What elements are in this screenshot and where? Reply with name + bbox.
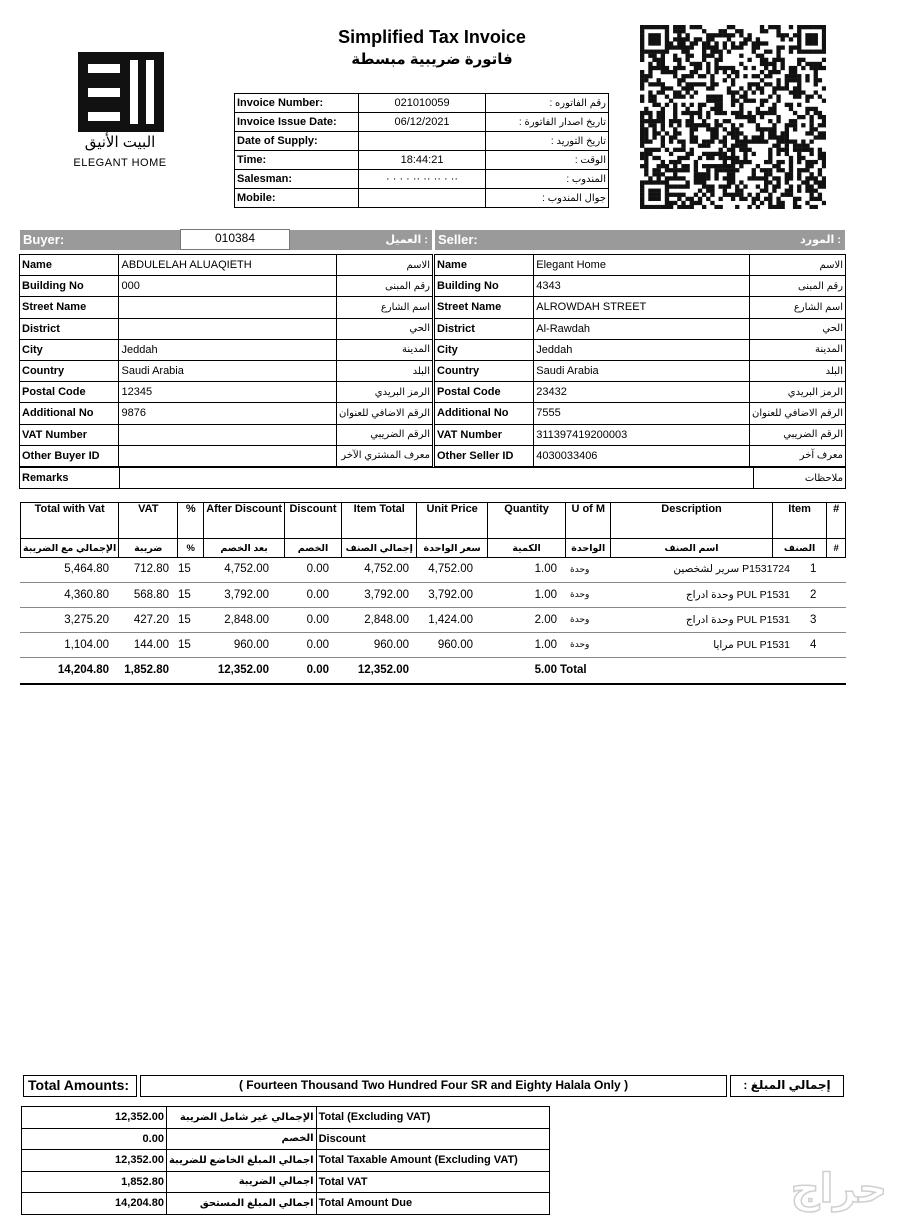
item-vat: 712.80 bbox=[112, 557, 172, 582]
buyer-row bbox=[20, 297, 433, 318]
item-after: 960.00 bbox=[202, 632, 272, 657]
items-column-header-ar: # bbox=[827, 539, 846, 558]
item-qty: 1.00 bbox=[476, 582, 560, 607]
invoice-time: 18:44:21 bbox=[358, 151, 485, 170]
table-row bbox=[20, 557, 846, 582]
buyer-field-value: Saudi Arabia bbox=[119, 360, 337, 381]
info-label-ar: تاريخ التوريد : bbox=[486, 132, 609, 151]
date-of-supply bbox=[358, 132, 485, 151]
item-pct: 15 bbox=[172, 582, 202, 607]
summary-row bbox=[22, 1128, 550, 1150]
items-column-header-ar: ضريبة bbox=[119, 539, 178, 558]
info-label: Time: bbox=[235, 151, 359, 170]
item-vat: 568.80 bbox=[112, 582, 172, 607]
info-label: Salesman: bbox=[235, 170, 359, 189]
buyer-field-value: ABDULELAH ALUAQIETH bbox=[119, 255, 337, 276]
buyer-header-label-ar: العميل : bbox=[385, 234, 428, 246]
item-unit: 3,792.00 bbox=[412, 582, 476, 607]
items-column-header: Quantity bbox=[487, 503, 565, 539]
items-column-header-ar: إجمالي الصنف bbox=[342, 539, 417, 558]
item-item-total: 4,752.00 bbox=[332, 557, 412, 582]
buyer-row bbox=[20, 382, 433, 403]
item-item-total: 3,792.00 bbox=[332, 582, 412, 607]
info-label: Invoice Issue Date: bbox=[235, 113, 359, 132]
item-total-vat: 1,104.00 bbox=[20, 632, 112, 657]
item-pct: 15 bbox=[172, 557, 202, 582]
item-total-vat: 5,464.80 bbox=[20, 557, 112, 582]
item-uom: وحدة bbox=[560, 582, 610, 607]
total-amounts-words: ( Fourteen Thousand Two Hundred Four SR and Eighty Halala Only ) bbox=[140, 1075, 727, 1097]
seller-row bbox=[435, 382, 846, 403]
seller-field-value: 4343 bbox=[534, 276, 750, 297]
buyer-field-label: City bbox=[20, 339, 119, 360]
seller-field-label-ar: الرمز البريدي bbox=[750, 382, 846, 403]
remarks-value bbox=[120, 468, 754, 489]
items-column-header: U of M bbox=[566, 503, 611, 539]
info-label: Mobile: bbox=[235, 189, 359, 208]
summary-label: Discount bbox=[316, 1128, 549, 1150]
buyer-field-label: Additional No bbox=[20, 403, 119, 424]
items-total-empty bbox=[412, 657, 476, 684]
item-unit: 4,752.00 bbox=[412, 557, 476, 582]
item-qty: 2.00 bbox=[476, 607, 560, 632]
summary-value: 0.00 bbox=[22, 1128, 167, 1150]
buyer-field-label: District bbox=[20, 318, 119, 339]
invoice-info-table bbox=[234, 93, 609, 208]
summary-label: Total VAT bbox=[316, 1171, 549, 1193]
buyer-field-label-ar: اسم الشارع bbox=[337, 297, 433, 318]
info-label-ar: المندوب : bbox=[486, 170, 609, 189]
item-disc: 0.00 bbox=[272, 557, 332, 582]
buyer-field-label-ar: البلد bbox=[337, 360, 433, 381]
items-column-header-ar: اسم الصنف bbox=[611, 539, 773, 558]
buyer-field-label-ar: الرمز البريدي bbox=[337, 382, 433, 403]
buyer-field-label-ar: الحي bbox=[337, 318, 433, 339]
item-no: 4 bbox=[804, 632, 846, 657]
buyer-field-value: Jeddah bbox=[119, 339, 337, 360]
seller-field-value: Al-Rawdah bbox=[534, 318, 750, 339]
seller-field-value: 7555 bbox=[534, 403, 750, 424]
items-column-header: Description bbox=[611, 503, 773, 539]
items-total-empty bbox=[172, 657, 202, 684]
summary-value: 12,352.00 bbox=[22, 1107, 167, 1129]
summary-label-ar: الخصم bbox=[166, 1128, 316, 1150]
buyer-field-label-ar: المدينة bbox=[337, 339, 433, 360]
seller-field-label: Other Seller ID bbox=[435, 445, 534, 466]
seller-field-label: Postal Code bbox=[435, 382, 534, 403]
item-total-vat: 4,360.80 bbox=[20, 582, 112, 607]
item-desc: PUL P1531 مرايا bbox=[610, 632, 790, 657]
buyer-row bbox=[20, 360, 433, 381]
buyer-row bbox=[20, 445, 433, 466]
buyer-field-label: Country bbox=[20, 360, 119, 381]
seller-header bbox=[435, 230, 845, 250]
seller-field-value: Elegant Home bbox=[534, 255, 750, 276]
salesman: · · · · ·· ·· ·· · ·· bbox=[358, 170, 485, 189]
items-header-table bbox=[20, 502, 846, 558]
invoice-title-arabic: فاتورة ضريبية مبسطة bbox=[351, 51, 513, 68]
items-total-item-total: 12,352.00 bbox=[332, 657, 412, 684]
item-qty: 1.00 bbox=[476, 557, 560, 582]
items-column-header-ar: سعر الواحدة bbox=[417, 539, 487, 558]
seller-field-label-ar: الرقم الضريبي bbox=[750, 424, 846, 445]
item-pct: 15 bbox=[172, 632, 202, 657]
seller-field-label: Building No bbox=[435, 276, 534, 297]
invoice-title: Simplified Tax Invoice bbox=[338, 27, 526, 47]
summary-label-ar: اجمالي المبلغ المستحق bbox=[166, 1193, 316, 1215]
items-table bbox=[20, 557, 846, 685]
seller-field-label: Name bbox=[435, 255, 534, 276]
summary-label-ar: الإجمالي غير شامل الضريبة bbox=[166, 1107, 316, 1129]
items-column-header: Total with Vat bbox=[21, 503, 119, 539]
items-column-header: # bbox=[827, 503, 846, 539]
buyer-field-label: VAT Number bbox=[20, 424, 119, 445]
items-column-header: Item bbox=[772, 503, 827, 539]
seller-field-label: VAT Number bbox=[435, 424, 534, 445]
seller-field-label-ar: الرقم الاضافي للعنوان bbox=[750, 403, 846, 424]
seller-field-label-ar: الاسم bbox=[750, 255, 846, 276]
item-after: 3,792.00 bbox=[202, 582, 272, 607]
buyer-header-label: Buyer: bbox=[23, 232, 65, 247]
buyer-field-value: 9876 bbox=[119, 403, 337, 424]
item-spacer bbox=[790, 582, 804, 607]
summary-row bbox=[22, 1193, 550, 1215]
items-total-row bbox=[20, 657, 846, 684]
seller-field-label-ar: الحي bbox=[750, 318, 846, 339]
buyer-field-value: 12345 bbox=[119, 382, 337, 403]
invoice-number: 021010059 bbox=[358, 94, 485, 113]
buyer-field-label-ar: الرقم الاضافي للعنوان bbox=[337, 403, 433, 424]
items-column-header: Discount bbox=[284, 503, 341, 539]
item-desc: PUL P1531 وحدة ادراج bbox=[610, 607, 790, 632]
buyer-field-value bbox=[119, 424, 337, 445]
buyer-header bbox=[20, 230, 432, 250]
haraj-watermark-icon bbox=[662, 1164, 892, 1214]
item-item-total: 2,848.00 bbox=[332, 607, 412, 632]
items-column-header-ar: الصنف bbox=[772, 539, 827, 558]
item-pct: 15 bbox=[172, 607, 202, 632]
seller-field-label: Street Name bbox=[435, 297, 534, 318]
seller-header-label: Seller: bbox=[438, 232, 478, 247]
summary-value: 14,204.80 bbox=[22, 1193, 167, 1215]
item-spacer bbox=[790, 632, 804, 657]
items-column-header-ar: الكمية bbox=[487, 539, 565, 558]
item-unit: 960.00 bbox=[412, 632, 476, 657]
seller-field-label-ar: المدينة bbox=[750, 339, 846, 360]
buyer-field-label: Name bbox=[20, 255, 119, 276]
item-no: 3 bbox=[804, 607, 846, 632]
item-desc: PUL P1531 وحدة ادراج bbox=[610, 582, 790, 607]
seller-field-label-ar: معرف آخر bbox=[750, 445, 846, 466]
item-uom: وحدة bbox=[560, 557, 610, 582]
item-unit: 1,424.00 bbox=[412, 607, 476, 632]
summary-label: Total Taxable Amount (Excluding VAT) bbox=[316, 1150, 549, 1172]
items-column-header-ar: الواحدة bbox=[566, 539, 611, 558]
items-total-empty bbox=[610, 657, 790, 684]
items-column-header-ar: الخصم bbox=[284, 539, 341, 558]
items-column-header: % bbox=[178, 503, 204, 539]
buyer-row bbox=[20, 318, 433, 339]
seller-field-label-ar: البلد bbox=[750, 360, 846, 381]
buyer-field-label: Postal Code bbox=[20, 382, 119, 403]
qr-code-icon bbox=[640, 25, 826, 209]
info-label-ar: رقم الفاتوره : bbox=[486, 94, 609, 113]
items-total-label: Total bbox=[560, 657, 610, 684]
buyer-field-value bbox=[119, 297, 337, 318]
buyer-field-label-ar: معرف المشتري الآخر bbox=[337, 445, 433, 466]
items-total-qty: 5.00 bbox=[476, 657, 560, 684]
seller-row bbox=[435, 403, 846, 424]
table-row bbox=[20, 607, 846, 632]
logo-arabic-text: البيت الأنيق bbox=[84, 134, 156, 151]
buyer-field-label: Other Buyer ID bbox=[20, 445, 119, 466]
logo-english-text: ELEGANT HOME bbox=[73, 157, 167, 169]
buyer-field-label: Street Name bbox=[20, 297, 119, 318]
items-total-after: 12,352.00 bbox=[202, 657, 272, 684]
seller-field-value: Saudi Arabia bbox=[534, 360, 750, 381]
seller-field-label-ar: رقم المبنى bbox=[750, 276, 846, 297]
seller-row bbox=[435, 276, 846, 297]
info-label-ar: تاريخ اصدار الفاتورة : bbox=[486, 113, 609, 132]
seller-field-label: Additional No bbox=[435, 403, 534, 424]
summary-label-ar: اجمالي المبلغ الخاضع للضريبة bbox=[166, 1150, 316, 1172]
total-amounts-label: Total Amounts: bbox=[23, 1075, 137, 1097]
seller-row bbox=[435, 318, 846, 339]
item-after: 4,752.00 bbox=[202, 557, 272, 582]
items-column-header: Unit Price bbox=[417, 503, 487, 539]
info-label: Date of Supply: bbox=[235, 132, 359, 151]
buyer-field-label-ar: رقم المبنى bbox=[337, 276, 433, 297]
item-desc: P1531724 سرير لشخصين bbox=[610, 557, 790, 582]
seller-field-value: Jeddah bbox=[534, 339, 750, 360]
seller-field-label: Country bbox=[435, 360, 534, 381]
items-column-header-ar: الإجمالي مع الضريبة bbox=[21, 539, 119, 558]
seller-field-value: 4030033406 bbox=[534, 445, 750, 466]
summary-label: Total Amount Due bbox=[316, 1193, 549, 1215]
buyer-field-value: 000 bbox=[119, 276, 337, 297]
table-row bbox=[20, 582, 846, 607]
seller-field-label: City bbox=[435, 339, 534, 360]
item-uom: وحدة bbox=[560, 632, 610, 657]
summary-row bbox=[22, 1171, 550, 1193]
buyer-row bbox=[20, 339, 433, 360]
items-column-header: Item Total bbox=[342, 503, 417, 539]
seller-field-label-ar: اسم الشارع bbox=[750, 297, 846, 318]
summary-table bbox=[21, 1106, 550, 1215]
total-amounts-label-ar: إجمالي المبلغ : bbox=[730, 1075, 844, 1097]
summary-value: 1,852.80 bbox=[22, 1171, 167, 1193]
summary-value: 12,352.00 bbox=[22, 1150, 167, 1172]
seller-row bbox=[435, 360, 846, 381]
item-disc: 0.00 bbox=[272, 607, 332, 632]
seller-field-label: District bbox=[435, 318, 534, 339]
item-disc: 0.00 bbox=[272, 582, 332, 607]
items-total-vat: 1,852.80 bbox=[112, 657, 172, 684]
buyer-field-label-ar: الرقم الضريبي bbox=[337, 424, 433, 445]
remarks-row bbox=[19, 467, 846, 489]
item-qty: 1.00 bbox=[476, 632, 560, 657]
mobile bbox=[358, 189, 485, 208]
elegant-home-logo-icon bbox=[78, 52, 164, 132]
items-total-total-vat: 14,204.80 bbox=[20, 657, 112, 684]
seller-field-value: 23432 bbox=[534, 382, 750, 403]
item-spacer bbox=[790, 557, 804, 582]
summary-row bbox=[22, 1150, 550, 1172]
seller-header-label-ar: المورد : bbox=[800, 234, 841, 246]
items-column-header-ar: بعد الخصم bbox=[204, 539, 285, 558]
info-label: Invoice Number: bbox=[235, 94, 359, 113]
watermark-text: حراج bbox=[790, 1166, 887, 1212]
buyer-row bbox=[20, 276, 433, 297]
items-column-header-ar: % bbox=[178, 539, 204, 558]
buyer-table bbox=[19, 254, 433, 467]
buyer-field-value bbox=[119, 445, 337, 466]
seller-row bbox=[435, 297, 846, 318]
item-item-total: 960.00 bbox=[332, 632, 412, 657]
summary-row bbox=[22, 1107, 550, 1129]
items-column-header: After Discount bbox=[204, 503, 285, 539]
info-label-ar: جوال المندوب : bbox=[486, 189, 609, 208]
buyer-field-label-ar: الاسم bbox=[337, 255, 433, 276]
seller-field-value: ALROWDAH STREET bbox=[534, 297, 750, 318]
remarks-label: Remarks bbox=[20, 468, 120, 489]
remarks-label-ar: ملاحظات bbox=[754, 468, 846, 489]
item-vat: 427.20 bbox=[112, 607, 172, 632]
buyer-field-value bbox=[119, 318, 337, 339]
items-column-header: VAT bbox=[119, 503, 178, 539]
items-total-empty bbox=[804, 657, 846, 684]
item-spacer bbox=[790, 607, 804, 632]
table-row bbox=[20, 632, 846, 657]
info-label-ar: الوقت : bbox=[486, 151, 609, 170]
seller-row bbox=[435, 255, 846, 276]
items-total-disc: 0.00 bbox=[272, 657, 332, 684]
item-uom: وحدة bbox=[560, 607, 610, 632]
seller-row bbox=[435, 445, 846, 466]
items-total-empty bbox=[790, 657, 804, 684]
item-disc: 0.00 bbox=[272, 632, 332, 657]
seller-row bbox=[435, 424, 846, 445]
invoice-issue-date: 06/12/2021 bbox=[358, 113, 485, 132]
item-no: 2 bbox=[804, 582, 846, 607]
summary-label-ar: اجمالي الضريبة bbox=[166, 1171, 316, 1193]
buyer-row bbox=[20, 424, 433, 445]
buyer-row bbox=[20, 255, 433, 276]
buyer-id: 010384 bbox=[180, 229, 290, 250]
seller-row bbox=[435, 339, 846, 360]
item-no: 1 bbox=[804, 557, 846, 582]
buyer-field-label: Building No bbox=[20, 276, 119, 297]
seller-field-value: 311397419200003 bbox=[534, 424, 750, 445]
buyer-row bbox=[20, 403, 433, 424]
item-after: 2,848.00 bbox=[202, 607, 272, 632]
seller-table bbox=[434, 254, 846, 467]
item-total-vat: 3,275.20 bbox=[20, 607, 112, 632]
item-vat: 144.00 bbox=[112, 632, 172, 657]
summary-label: Total (Excluding VAT) bbox=[316, 1107, 549, 1129]
